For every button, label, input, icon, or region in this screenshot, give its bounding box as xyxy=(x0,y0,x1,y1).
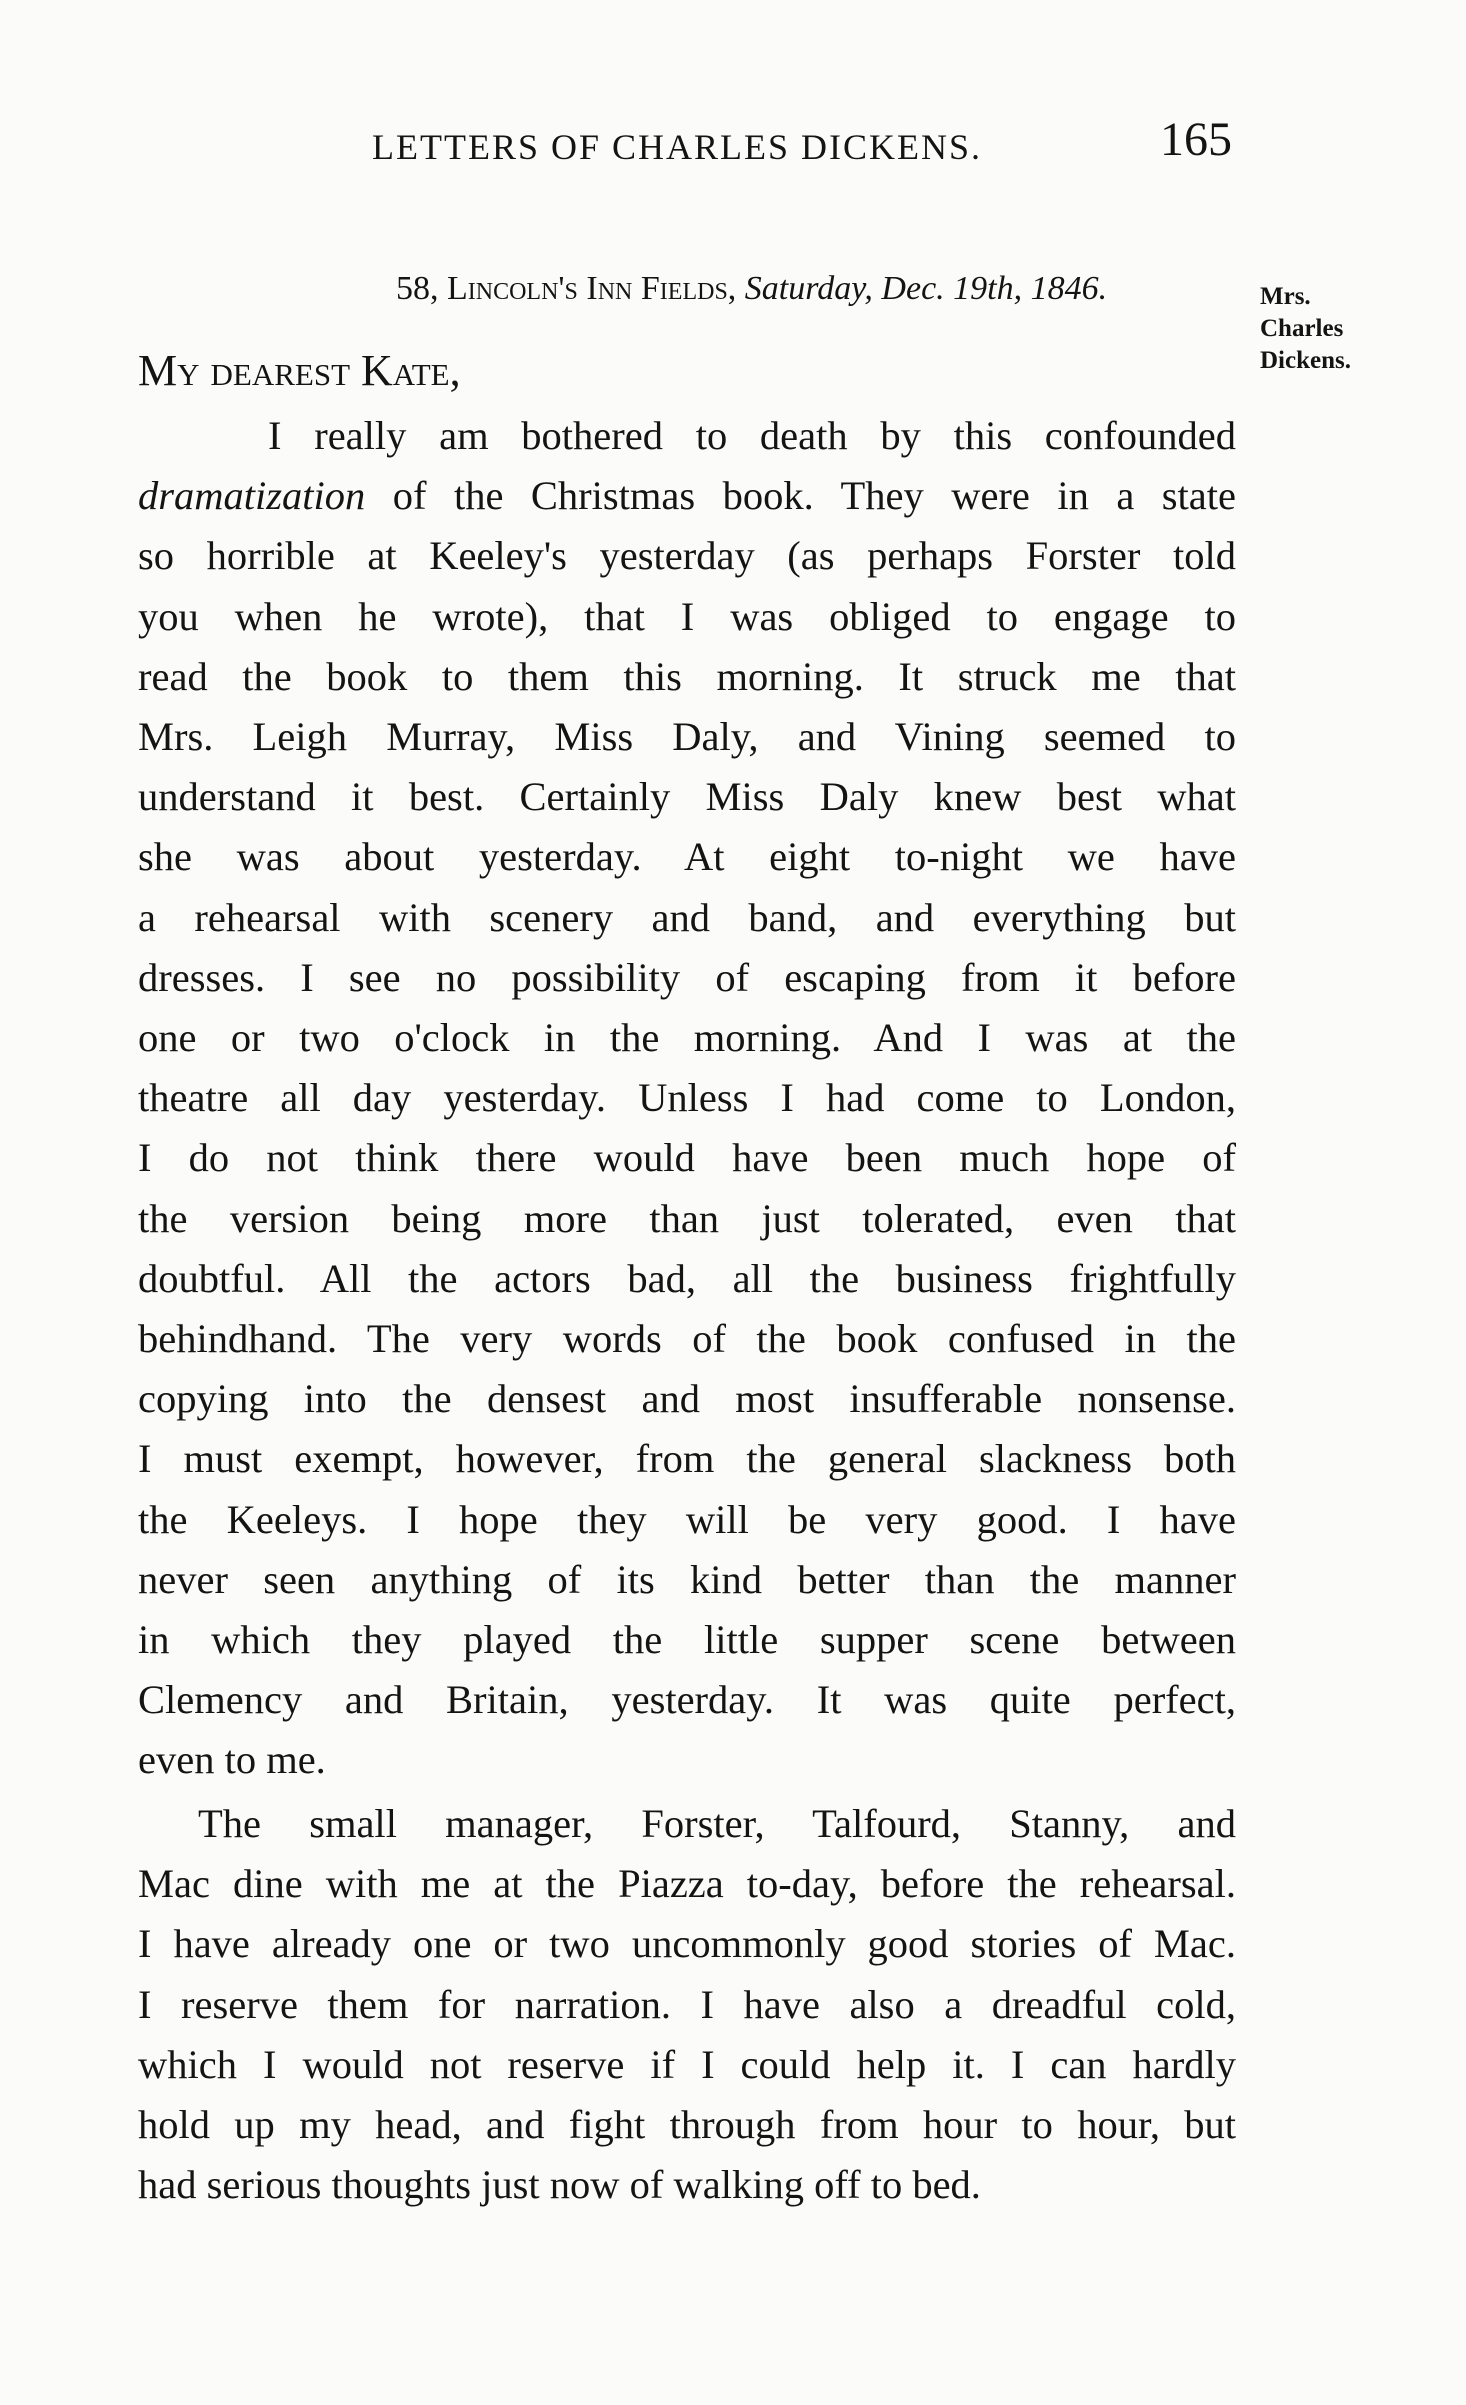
text-line: the version being more than just tolerated, even that xyxy=(138,1195,1236,1241)
margin-note-line: Charles xyxy=(1260,315,1344,342)
letter-paragraph-2 xyxy=(138,1794,1236,2215)
dateline-date: Saturday, Dec. 19th, 1846. xyxy=(744,270,1108,307)
margin-note-line: Dickens. xyxy=(1260,347,1351,374)
text-line: dramatization of the Christmas book. They were in a state xyxy=(138,473,1236,519)
text-line: had serious thoughts just now of walking off to bed. xyxy=(138,2162,981,2208)
text-line: I really am bothered to death by this confounded xyxy=(268,413,1236,458)
margin-note-recipient xyxy=(1260,281,1380,377)
text-line: which I would not reserve if I could help it. I can hardly xyxy=(138,2041,1236,2087)
letter-dateline xyxy=(396,270,1107,308)
page-number: 165 xyxy=(1160,113,1232,166)
text-line: so horrible at Keeley's yesterday (as perhaps Forster told xyxy=(138,533,1236,579)
margin-note-line: Mrs. xyxy=(1260,283,1311,310)
text-line: you when he wrote), that I was obliged to engage to xyxy=(138,593,1236,639)
letter-paragraph-1 xyxy=(138,406,1236,1791)
italic-word: dramatization xyxy=(138,473,366,519)
text-line: behindhand. The very words of the book confused in the xyxy=(138,1316,1236,1362)
text-line: hold up my head, and fight through from hour to hour, but xyxy=(138,2102,1236,2148)
text-line: never seen anything of its kind better than the manner xyxy=(138,1556,1236,1602)
text-line: The small manager, Forster, Talfourd, Stanny, and xyxy=(198,1801,1236,1846)
text-line: she was about yesterday. At eight to-night we have xyxy=(138,834,1236,880)
text-line: theatre all day yesterday. Unless I had come to London, xyxy=(138,1075,1236,1121)
text-line: understand it best. Certainly Miss Daly knew best what xyxy=(138,774,1236,820)
letter-salutation: My dearest Kate, xyxy=(138,346,461,395)
text-line: I do not think there would have been much hope of xyxy=(138,1135,1236,1181)
text-line: I reserve them for narration. I have also a dreadful cold, xyxy=(138,1981,1236,2027)
text-line: a rehearsal with scenery and band, and everything but xyxy=(138,894,1236,940)
text-line: Mrs. Leigh Murray, Miss Daly, and Vining seemed to xyxy=(138,714,1236,760)
text-line: doubtful. All the actors bad, all the business frightfully xyxy=(138,1255,1236,1301)
text-line: one or two o'clock in the morning. And I was at the xyxy=(138,1015,1236,1061)
text-line: copying into the densest and most insufferable nonsense. xyxy=(138,1376,1236,1422)
dateline-address: 58, Lincoln's Inn Fields, xyxy=(396,270,737,307)
text-line: I must exempt, however, from the general slackness both xyxy=(138,1436,1236,1482)
text-line: I have already one or two uncommonly good stories of Mac. xyxy=(138,1921,1236,1967)
text-line: Clemency and Britain, yesterday. It was quite perfect, xyxy=(138,1677,1236,1723)
text-line: even to me. xyxy=(138,1737,326,1783)
text-line: read the book to them this morning. It struck me that xyxy=(138,653,1236,699)
page-header xyxy=(0,113,1466,178)
running-title: LETTERS OF CHARLES DICKENS. xyxy=(372,127,983,167)
text-line: Mac dine with me at the Piazza to-day, before the rehearsal. xyxy=(138,1861,1236,1907)
text-line: in which they played the little supper scene between xyxy=(138,1617,1236,1663)
text-line: dresses. I see no possibility of escaping from it before xyxy=(138,954,1236,1000)
text-line: the Keeleys. I hope they will be very good. I have xyxy=(138,1496,1236,1542)
